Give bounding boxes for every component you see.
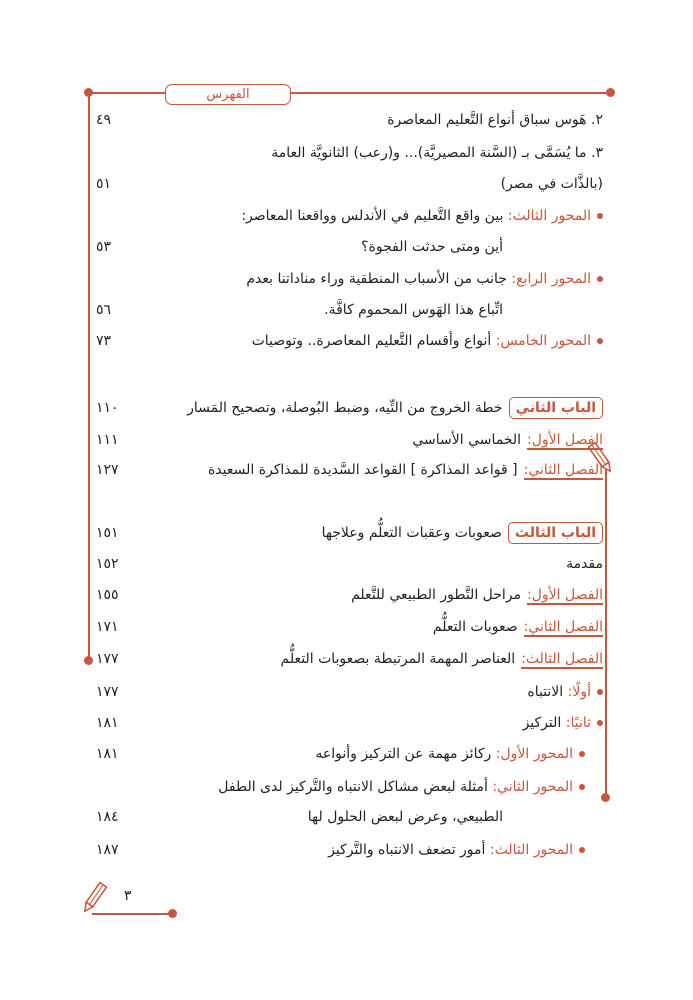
toc-entry-text <box>412 426 603 454</box>
toc-page-number: ١٨١ <box>96 715 119 731</box>
toc-page-number: ٥٣ <box>96 239 112 255</box>
toc-page-number: ٥٦ <box>96 302 112 318</box>
bullet-icon <box>597 689 603 695</box>
toc-entry-title: أمثلة لبعض مشاكل الانتباه والتَّركيز لدى الطفل <box>218 779 488 795</box>
toc-entry[interactable] <box>96 709 603 737</box>
toc-point-label: ثانيًا: <box>565 715 591 731</box>
toc-page-number: ٥١ <box>96 176 112 192</box>
bullet-icon <box>597 276 603 282</box>
index-title: الفهرس <box>165 84 291 105</box>
toc-page-number: ١٧٧ <box>96 651 119 667</box>
toc-entry-text: ٣. ما يُسَمَّى بـ (السَّنة المصيريَّة)... و(رعب) الثانويَّة العامة <box>271 145 603 161</box>
toc-page-number: ١٢٧ <box>96 462 119 478</box>
toc-entry-title: صعوبات التعلُّم <box>432 619 518 635</box>
chapter-label: الفصل الثاني: <box>523 462 603 478</box>
bullet-icon <box>579 751 585 757</box>
toc-entry[interactable] <box>96 327 603 355</box>
toc-entry-title: بين واقع التَّعليم في الأندلس وواقعنا المعاصر: <box>241 208 504 224</box>
frame-dot <box>606 88 615 97</box>
toc-entry[interactable] <box>96 803 603 831</box>
toc-entry-text: أين ومتى حدثت الفجوة؟ <box>361 239 503 255</box>
toc-axis-label: المحور الثالث: <box>507 208 591 224</box>
toc-entry-title: جانب من الأسباب المنطقية وراء مناداتنا بعدم <box>246 271 507 287</box>
pencil-icon <box>80 880 108 916</box>
frame-dot <box>168 909 177 918</box>
part-box: الباب الثاني <box>509 397 603 419</box>
bullet-icon <box>597 720 603 726</box>
toc-entry[interactable] <box>96 678 603 706</box>
part-box: الباب الثالث <box>508 522 603 544</box>
toc-entry-text: اتِّباع هذا الهَوس المحموم كافَّة. <box>324 302 503 318</box>
toc-entry-title: [ قواعد المذاكرة ] القواعد السَّديدة للمذاكرة السعيدة <box>207 462 518 478</box>
toc-entry-title: خطة الخروج من التِّيه، وضبط البُوصلة، وتصحيح المَسار <box>187 400 503 416</box>
toc-entry[interactable] <box>96 581 603 609</box>
chapter-label: الفصل الثالث: <box>521 651 603 667</box>
toc-page-number: ٤٩ <box>96 112 112 128</box>
toc-page-number: ١١٠ <box>96 400 119 416</box>
toc-axis-label: المحور الثاني: <box>492 779 573 795</box>
toc-entry-title: صعوبات وعقبات التعلُّم وعلاجها <box>321 525 502 541</box>
frame-left-line <box>88 92 90 662</box>
toc-page-number: ١٧١ <box>96 619 119 635</box>
toc-entry-text <box>351 581 603 609</box>
toc-entry[interactable] <box>96 740 603 768</box>
toc-page-number: ١٥٢ <box>96 556 119 572</box>
chapter-label: الفصل الأول: <box>527 432 603 448</box>
bullet-icon <box>597 338 603 344</box>
toc-entry-text <box>218 773 585 801</box>
toc-page-number: ١٧٧ <box>96 684 119 700</box>
bullet-icon <box>579 847 585 853</box>
toc-entry-title: التركيز <box>522 715 562 731</box>
toc-point-label: أولًا: <box>567 684 591 700</box>
toc-entry-text <box>241 202 603 230</box>
chapter-label: الفصل الثاني: <box>523 619 603 635</box>
toc-entry-title: ركائز مهمة عن التركيز وأنواعه <box>315 746 492 762</box>
toc-entry-text <box>523 709 603 737</box>
toc-entry[interactable] <box>96 296 603 324</box>
toc-entry-text <box>433 613 603 641</box>
toc-entry[interactable] <box>96 170 603 198</box>
toc-entry-text <box>208 456 603 484</box>
toc-entry-title: مراحل التَّطور الطبيعي للتَّعلم <box>351 587 522 603</box>
frame-dot <box>84 656 93 665</box>
chapter-label: الفصل الأول: <box>527 587 603 603</box>
toc-entry-title: العناصر المهمة المرتبطة بصعوبات التعلُّم <box>280 651 516 667</box>
toc-entry[interactable] <box>96 426 603 454</box>
toc-entry[interactable] <box>96 645 603 673</box>
toc-entry[interactable] <box>96 773 603 801</box>
toc-entry-text <box>322 519 603 547</box>
toc-entry-text <box>281 645 603 673</box>
toc-entry-title: الانتباه <box>527 684 564 700</box>
toc-entry-text: مقدمة <box>566 556 603 572</box>
toc-entry-text <box>187 394 603 422</box>
toc-entry-text: الطبيعي، وعرض لبعض الحلول لها <box>307 809 503 825</box>
toc-page-number: ١٨٧ <box>96 842 119 858</box>
toc-entry-text <box>252 327 603 355</box>
toc-entry-text <box>527 678 603 706</box>
toc-entry[interactable] <box>96 139 603 167</box>
toc-page-number: ١٥٥ <box>96 587 119 603</box>
toc-entry[interactable] <box>96 550 603 578</box>
toc-entry[interactable] <box>96 202 603 230</box>
toc-page-number: ١٨٤ <box>96 809 119 825</box>
toc-axis-label: المحور الخامس: <box>495 333 591 349</box>
toc-entry-text: ٢. هَوس سباق أنواع التَّعليم المعاصرة <box>387 112 603 128</box>
toc-entry-text <box>328 836 585 864</box>
toc-entry-text: (بالذَّات في مصر) <box>500 176 603 192</box>
bullet-icon <box>579 784 585 790</box>
toc-page-number: ١٥١ <box>96 525 119 541</box>
toc-entry[interactable] <box>96 265 603 293</box>
toc-page-number: ٧٣ <box>96 333 112 349</box>
toc-entry[interactable] <box>96 456 603 484</box>
toc-entry-text <box>246 265 603 293</box>
frame-right-line <box>605 468 607 798</box>
toc-entry[interactable] <box>96 613 603 641</box>
toc-entry-title: أمور تضعف الانتباه والتَّركيز <box>328 842 486 858</box>
toc-page-number: ١٨١ <box>96 746 119 762</box>
toc-entry-text <box>315 740 585 768</box>
toc-axis-label: المحور الرابع: <box>511 271 591 287</box>
toc-entry-title: الخماسي الأساسي <box>412 432 522 448</box>
page-number: ٣ <box>124 888 132 904</box>
toc-entry[interactable] <box>96 836 603 864</box>
toc-axis-label: المحور الثالث: <box>489 842 573 858</box>
toc-part-entry[interactable] <box>96 519 603 547</box>
toc-entry[interactable] <box>96 233 603 261</box>
bullet-icon <box>597 213 603 219</box>
toc-entry[interactable] <box>96 106 603 134</box>
toc-axis-label: المحور الأول: <box>495 746 573 762</box>
toc-part-entry[interactable] <box>96 394 603 422</box>
toc-page-number: ١١١ <box>96 432 119 448</box>
toc-entry-title: أنواع وأقسام التَّعليم المعاصرة.. وتوصيات <box>251 333 492 349</box>
